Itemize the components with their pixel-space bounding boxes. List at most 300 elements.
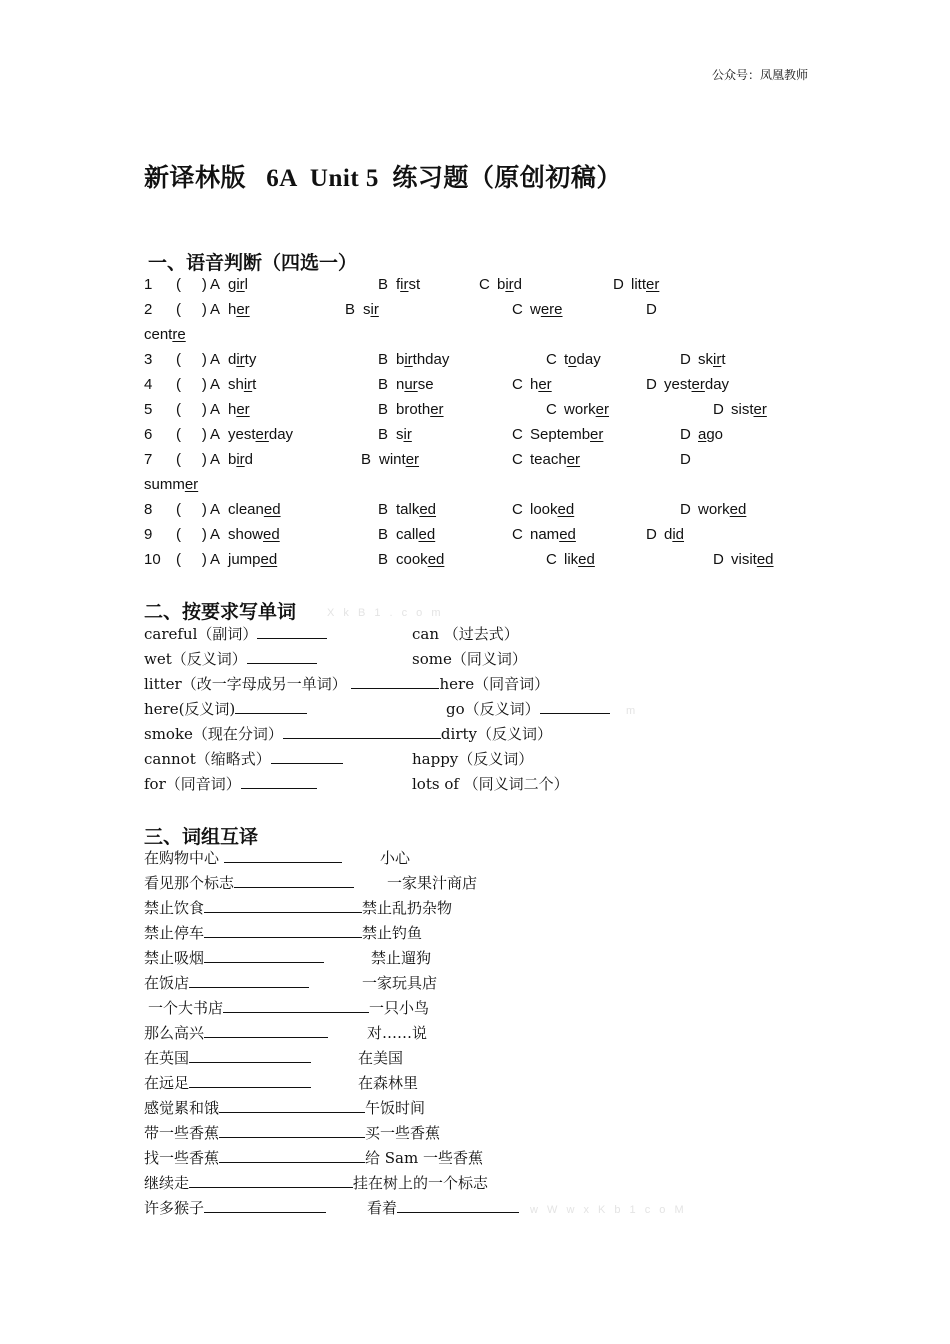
underlined-sound: o [568, 351, 577, 368]
word-part: l [244, 276, 249, 293]
option-b-letter: B [361, 451, 372, 468]
word-prompt: careful（副词） [144, 625, 258, 643]
option-d-letter: D [646, 526, 657, 543]
answer-blank[interactable] [540, 699, 610, 714]
option-c-word [530, 376, 552, 393]
option-d-letter: D [646, 376, 657, 393]
option-b-word [396, 426, 412, 443]
answer-blank[interactable] [234, 873, 354, 888]
phrase-item [144, 1197, 326, 1218]
word-part: visit [731, 551, 757, 568]
word-item [144, 673, 549, 694]
answer-paren[interactable]: ( ) [176, 301, 207, 318]
underlined-sound: ed [559, 526, 576, 543]
phrase-item [144, 1122, 440, 1143]
answer-blank[interactable] [204, 923, 362, 938]
option-b-letter: B [378, 376, 389, 393]
option-a-letter: A [210, 301, 221, 318]
phrase-item [144, 1047, 311, 1068]
word-prompt: cannot（缩略式） [144, 750, 271, 768]
phrase-prompt: 一只小鸟 [369, 999, 430, 1017]
word-item [412, 623, 519, 644]
word-part: litt [631, 276, 646, 293]
underlined-sound: er [184, 476, 199, 493]
option-b-letter: B [378, 526, 389, 543]
option-c-word [530, 501, 574, 518]
section-1-heading: 一、语音判断（四选一） [148, 252, 358, 274]
option-b-letter: B [378, 426, 389, 443]
word-part: d [244, 451, 254, 468]
phrase-item [367, 1022, 427, 1043]
phrase-item [358, 1047, 403, 1068]
phrase-item [371, 947, 431, 968]
word-part: h [530, 376, 539, 393]
section-2-heading: 二、按要求写单词 [144, 601, 297, 623]
option-b-word [396, 551, 444, 568]
answer-blank[interactable] [204, 948, 324, 963]
word-part: teach [530, 451, 567, 468]
phrase-item [144, 947, 324, 968]
answer-blank[interactable] [189, 1073, 311, 1088]
word-part [379, 301, 383, 318]
answer-blank[interactable] [189, 1173, 353, 1188]
word-item [144, 748, 343, 769]
page-title: 新译林版 6A Unit 5 练习题（原创初稿） [144, 165, 622, 192]
underlined-sound: ir [370, 301, 379, 318]
word-part: day [268, 426, 294, 443]
underlined-sound: ed [263, 501, 281, 518]
word-part: w [530, 301, 541, 318]
option-b-letter: B [378, 351, 389, 368]
underlined-sound: ir [403, 426, 412, 443]
underlined-sound: ur [404, 376, 418, 393]
word-part: call [396, 526, 419, 543]
answer-blank[interactable] [189, 973, 309, 988]
option-d-word [631, 276, 659, 293]
phrase-prompt: 在远足 [144, 1074, 190, 1092]
word-part: day [704, 376, 730, 393]
option-d-word [144, 326, 186, 343]
option-a-letter: A [210, 451, 221, 468]
phrase-prompt: 找一些香蕉 [144, 1149, 220, 1167]
answer-paren[interactable]: ( ) [176, 551, 207, 568]
word-part: t [564, 351, 569, 368]
option-b-word [396, 501, 436, 518]
phrase-prompt: 在美国 [358, 1049, 404, 1067]
option-b-word [396, 401, 444, 418]
answer-blank[interactable] [224, 848, 342, 863]
option-a-word [228, 351, 256, 368]
option-a-word [228, 551, 277, 568]
word-part: yest [664, 376, 692, 393]
word-part: ty [244, 351, 257, 368]
option-d-letter: D [680, 501, 691, 518]
answer-blank[interactable] [204, 1198, 326, 1213]
phrase-item [144, 1147, 483, 1168]
watermark: X k B 1 . c o m [327, 607, 444, 619]
word-part: b [497, 276, 506, 293]
option-c-letter: C [546, 401, 557, 418]
word-item [446, 698, 610, 719]
option-b-word [396, 526, 435, 543]
answer-blank[interactable] [271, 749, 343, 764]
word-part: sh [228, 376, 244, 393]
question-number: 10 [144, 551, 161, 568]
question-number: 9 [144, 526, 153, 543]
underlined-sound: er [595, 401, 610, 418]
option-a-word [228, 426, 293, 443]
phrase-prompt: 在购物中心 [144, 849, 220, 867]
option-b-word [396, 276, 420, 293]
option-d-letter: D [680, 426, 691, 443]
option-b-letter: B [378, 551, 389, 568]
option-d-word [731, 551, 774, 568]
phrase-prompt: 在英国 [144, 1049, 190, 1067]
option-a-word [228, 501, 281, 518]
word-part: sist [731, 401, 754, 418]
phrase-prompt: 禁止乱扔杂物 [362, 899, 453, 917]
option-b-letter: B [378, 501, 389, 518]
option-c-word [564, 401, 609, 418]
option-b-word [396, 376, 434, 393]
phrase-prompt: 感觉累和饿 [144, 1099, 220, 1117]
word-prompt: can （过去式） [412, 625, 519, 643]
underlined-sound: ir [243, 376, 253, 393]
word-part: lik [564, 551, 579, 568]
phrase-prompt: 给 Sam 一些香蕉 [365, 1149, 483, 1167]
answer-paren[interactable]: ( ) [176, 526, 207, 543]
answer-paren[interactable]: ( ) [176, 426, 207, 443]
underlined-sound: er [430, 401, 444, 418]
option-c-word [530, 426, 603, 443]
option-d-letter: D [713, 551, 724, 568]
word-part: d [513, 276, 523, 293]
word-part: b [228, 451, 237, 468]
option-d-letter: D [613, 276, 624, 293]
word-part: clean [228, 501, 264, 518]
word-part: thday [412, 351, 450, 368]
option-c-letter: C [512, 426, 523, 443]
question-number: 1 [144, 276, 153, 293]
underlined-sound: er [538, 376, 552, 393]
phrase-prompt: 在饭店 [144, 974, 190, 992]
option-c-letter: C [512, 301, 523, 318]
underlined-sound: ere [540, 301, 563, 318]
underlined-sound: ed [756, 551, 774, 568]
word-part: yest [228, 426, 256, 443]
option-c-word [497, 276, 522, 293]
word-item [144, 698, 307, 719]
option-c-letter: C [512, 451, 523, 468]
header-text: 公众号：凤凰教师 [712, 68, 809, 82]
phrase-item [148, 997, 429, 1018]
answer-paren[interactable]: ( ) [176, 351, 207, 368]
phrase-prompt: 一家玩具店 [362, 974, 438, 992]
word-item [144, 773, 317, 794]
option-a-word [228, 276, 248, 293]
option-d-word [698, 426, 723, 443]
option-d-word [698, 351, 726, 368]
underlined-sound: ed [418, 526, 436, 543]
option-a-letter: A [210, 401, 221, 418]
word-item [144, 723, 552, 744]
underlined-sound: ir [236, 351, 245, 368]
underlined-sound: ir [404, 351, 413, 368]
word-prompt: some（同义词） [412, 650, 527, 668]
option-b-letter: B [345, 301, 356, 318]
answer-blank[interactable] [189, 1048, 311, 1063]
section-3-heading: 三、词组互译 [144, 826, 259, 848]
word-part: go [706, 426, 724, 443]
phrase-item [144, 897, 452, 918]
word-part: s [363, 301, 371, 318]
underlined-sound: ir [713, 351, 722, 368]
phrase-prompt: 禁止遛狗 [371, 949, 432, 967]
phrase-item [144, 1172, 488, 1193]
phrase-prompt: 一家果汁商店 [387, 874, 478, 892]
word-part: summ [144, 476, 185, 493]
word-part: b [396, 351, 405, 368]
underlined-sound: ed [263, 526, 280, 543]
answer-blank[interactable] [204, 898, 362, 913]
word-part: sk [698, 351, 713, 368]
question-number: 3 [144, 351, 153, 368]
question-number: 6 [144, 426, 153, 443]
word-part: d [228, 351, 237, 368]
option-a-word [228, 526, 280, 543]
underlined-sound: re [172, 326, 186, 343]
answer-blank[interactable] [219, 1098, 365, 1113]
underlined-sound: ed [557, 501, 575, 518]
option-d-letter: D [680, 451, 691, 468]
option-c-letter: C [546, 351, 557, 368]
option-c-word [530, 451, 580, 468]
option-a-letter: A [210, 551, 221, 568]
answer-blank[interactable] [223, 998, 369, 1013]
option-a-letter: A [210, 426, 221, 443]
answer-blank[interactable] [257, 624, 327, 639]
answer-blank[interactable] [219, 1123, 365, 1138]
underlined-sound: id [672, 526, 685, 543]
option-b-word [396, 351, 449, 368]
word-prompt: smoke（现在分词） [144, 725, 283, 743]
option-a-word [228, 301, 250, 318]
phrase-prompt: 继续走 [144, 1174, 190, 1192]
phrase-prompt: 禁止钓鱼 [362, 924, 423, 942]
word-part: n [396, 376, 405, 393]
word-part: cook [396, 551, 428, 568]
word-part: look [530, 501, 558, 518]
phrase-prompt: 小心 [380, 849, 411, 867]
phrase-item [144, 847, 342, 868]
option-c-letter: C [512, 376, 523, 393]
underlined-sound: ir [400, 276, 409, 293]
option-c-letter: C [512, 501, 523, 518]
option-a-letter: A [210, 351, 221, 368]
question-number: 7 [144, 451, 153, 468]
word-part: d [664, 526, 673, 543]
option-d-word [664, 526, 684, 543]
underlined-sound: er [236, 401, 250, 418]
phrase-prompt: 买一些香蕉 [365, 1124, 441, 1142]
answer-paren[interactable]: ( ) [176, 451, 207, 468]
phrase-item [387, 872, 477, 893]
word-prompt: here（同音词） [439, 675, 550, 693]
option-b-letter: B [378, 401, 389, 418]
question-number: 2 [144, 301, 153, 318]
word-part: cent [144, 326, 173, 343]
word-part: talk [396, 501, 420, 518]
word-part: t [721, 351, 726, 368]
option-c-word [530, 301, 563, 318]
word-prompt: wet（反义词） [144, 650, 247, 668]
phrase-item [144, 972, 309, 993]
option-c-letter: C [546, 551, 557, 568]
option-b-word [363, 301, 383, 318]
phrase-item [362, 972, 437, 993]
option-c-letter: C [479, 276, 490, 293]
phrase-item [380, 847, 410, 868]
answer-paren[interactable]: ( ) [176, 401, 207, 418]
underlined-sound: er [255, 426, 269, 443]
option-d-word [698, 501, 746, 518]
word-item [412, 773, 569, 794]
phrase-item [144, 1072, 311, 1093]
question-number: 5 [144, 401, 153, 418]
underlined-sound: ed [260, 551, 278, 568]
word-part: day [576, 351, 601, 368]
option-b-letter: B [378, 276, 389, 293]
underlined-sound: ed [729, 501, 747, 518]
option-a-letter: A [210, 376, 221, 393]
word-part: f [396, 276, 401, 293]
option-a-word [228, 376, 256, 393]
answer-blank[interactable] [204, 1023, 328, 1038]
underlined-sound: ir [236, 451, 245, 468]
word-item [144, 623, 327, 644]
answer-paren[interactable]: ( ) [176, 376, 207, 393]
underlined-sound: ed [419, 501, 437, 518]
word-part: Septemb [530, 426, 591, 443]
word-prompt: happy（反义词） [412, 750, 534, 768]
option-d-letter: D [713, 401, 724, 418]
phrase-prompt: 挂在树上的一个标志 [353, 1174, 489, 1192]
option-c-letter: C [512, 526, 523, 543]
answer-blank[interactable] [241, 774, 317, 789]
option-c-word [530, 526, 576, 543]
option-a-word [228, 451, 253, 468]
answer-blank[interactable] [219, 1148, 365, 1163]
answer-blank[interactable] [351, 674, 439, 689]
question-number: 4 [144, 376, 153, 393]
phrase-item [144, 872, 354, 893]
option-c-word [564, 351, 601, 368]
word-part: wint [379, 451, 406, 468]
phrase-prompt: 禁止饮食 [144, 899, 205, 917]
word-part: broth [396, 401, 431, 418]
phrase-item [144, 1097, 425, 1118]
option-d-letter: D [646, 301, 657, 318]
phrase-prompt: 禁止停车 [144, 924, 205, 942]
word-prompt: lots of （同义词二个） [412, 775, 569, 793]
answer-blank[interactable] [397, 1198, 519, 1213]
underlined-sound: a [698, 426, 707, 443]
answer-blank[interactable] [235, 699, 307, 714]
underlined-sound: ir [236, 276, 245, 293]
phrase-item [358, 1072, 418, 1093]
phrase-prompt: 禁止吸烟 [144, 949, 205, 967]
option-d-word [731, 401, 767, 418]
underlined-sound: er [691, 376, 705, 393]
word-part: st [408, 276, 421, 293]
underlined-sound: er [646, 276, 660, 293]
question-number: 8 [144, 501, 153, 518]
word-prompt: dirty（反义词） [440, 725, 552, 743]
option-a-letter: A [210, 501, 221, 518]
underlined-sound: er [236, 301, 250, 318]
word-part: work [564, 401, 596, 418]
option-a-letter: A [210, 526, 221, 543]
word-part: show [228, 526, 264, 543]
word-part: nam [530, 526, 560, 543]
phrase-item [144, 922, 422, 943]
answer-blank[interactable] [283, 724, 441, 739]
phrase-prompt: 那么高兴 [144, 1024, 205, 1042]
phrase-item [367, 1197, 519, 1218]
watermark: m [626, 705, 639, 717]
word-part: work [698, 501, 730, 518]
option-d-letter: D [680, 351, 691, 368]
underlined-sound: ed [427, 551, 445, 568]
underlined-sound: er [590, 426, 604, 443]
option-d-word [144, 476, 198, 493]
word-prompt: for（同音词） [144, 775, 241, 793]
watermark: w W w x K b 1 c o M [530, 1204, 687, 1216]
answer-paren[interactable]: ( ) [176, 501, 207, 518]
option-b-word [379, 451, 419, 468]
phrase-prompt: 许多猴子 [144, 1199, 205, 1217]
underlined-sound: ir [505, 276, 514, 293]
word-item [412, 748, 533, 769]
word-part: h [228, 301, 237, 318]
word-prompt: go（反义词） [446, 700, 540, 718]
option-d-word [664, 376, 729, 393]
phrase-prompt: 带一些香蕉 [144, 1124, 220, 1142]
word-part: s [396, 426, 404, 443]
word-part: jump [228, 551, 261, 568]
word-item [144, 648, 317, 669]
word-part: g [228, 276, 237, 293]
answer-paren[interactable]: ( ) [176, 276, 207, 293]
answer-blank[interactable] [247, 649, 317, 664]
word-part: t [252, 376, 257, 393]
option-a-word [228, 401, 250, 418]
phrase-item [144, 1022, 328, 1043]
underlined-sound: er [753, 401, 767, 418]
phrase-prompt: 在森林里 [358, 1074, 419, 1092]
phrase-prompt: 看着 [367, 1199, 398, 1217]
phrase-prompt: 看见那个标志 [144, 874, 235, 892]
underlined-sound: ed [578, 551, 595, 568]
word-prompt: litter（改一字母成另一单词） [144, 675, 347, 693]
phrase-prompt: 午饭时间 [365, 1099, 426, 1117]
underlined-sound: er [566, 451, 581, 468]
phrase-prompt: 一个大书店 [148, 999, 224, 1017]
phrase-prompt: 对……说 [367, 1024, 428, 1042]
word-prompt: here(反义词) [144, 700, 236, 718]
word-part: se [417, 376, 434, 393]
word-item [412, 648, 527, 669]
